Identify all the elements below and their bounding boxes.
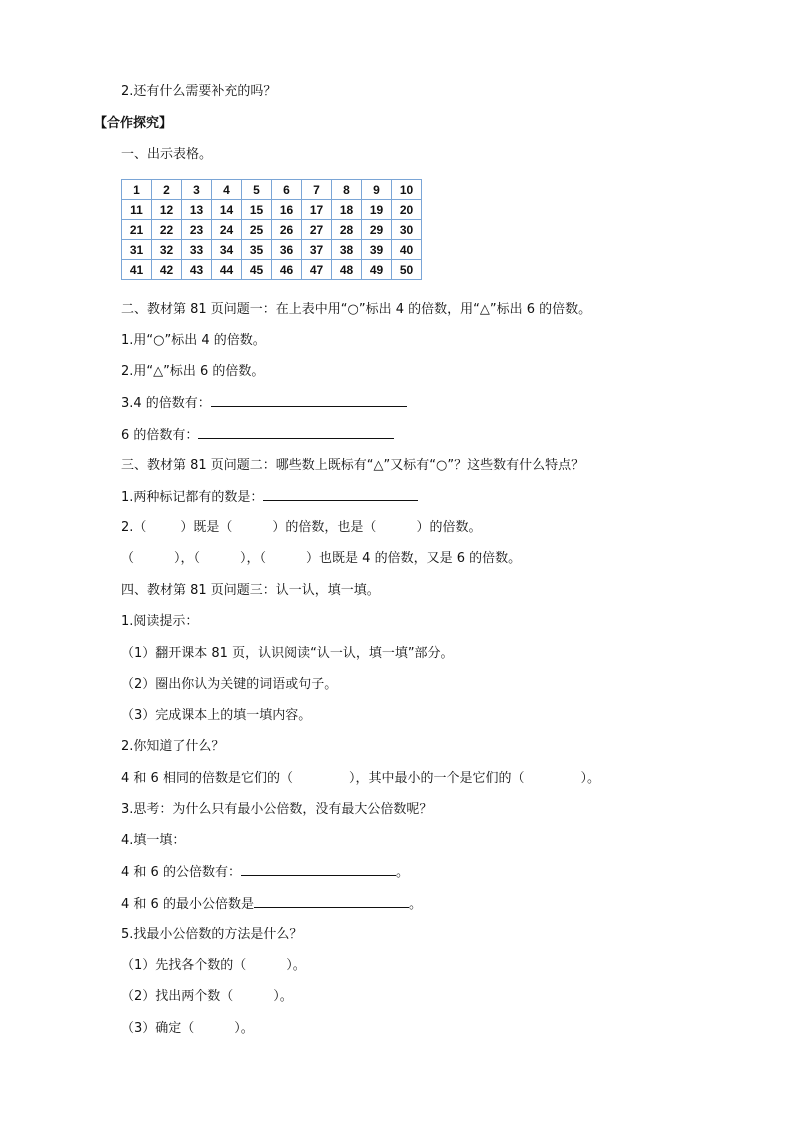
part3-item2-b: ）既是（ xyxy=(180,520,233,535)
know-b: ），其中最小的一个是它们的（ xyxy=(348,771,525,786)
table-cell[interactable]: 27 xyxy=(302,220,332,240)
part2-item1: 1.用“○”标出 4 的倍数。 xyxy=(121,333,266,348)
method-3-a: （3）确定（ xyxy=(121,1021,195,1036)
table-cell[interactable]: 10 xyxy=(392,180,422,200)
part4-title: 四、教材第 81 页问题三：认一认，填一填。 xyxy=(121,583,380,598)
table-cell[interactable]: 26 xyxy=(272,220,302,240)
part2-title: 二、教材第 81 页问题一：在上表中用“○”标出 4 的倍数，用“△”标出 6 的倍数。 xyxy=(121,302,592,317)
table-cell[interactable]: 28 xyxy=(332,220,362,240)
table-row xyxy=(122,200,422,220)
table-cell[interactable]: 20 xyxy=(392,200,422,220)
answer-blank[interactable] xyxy=(211,394,407,407)
table-row xyxy=(122,220,422,240)
table-cell[interactable]: 21 xyxy=(122,220,152,240)
table-cell[interactable]: 39 xyxy=(362,240,392,260)
answer-blank[interactable] xyxy=(241,863,396,876)
part3-item2-a: 2.（ xyxy=(121,520,147,535)
part2-item3: 3.4 的倍数有： xyxy=(121,396,211,411)
know-c: ）。 xyxy=(580,771,600,786)
part3-item2b-c: ），（ xyxy=(240,551,267,566)
method-1-b: ）。 xyxy=(286,958,306,973)
table-row xyxy=(122,240,422,260)
method-2-a: （2）找出两个数（ xyxy=(121,989,234,1004)
fill-2: 4 和 6 的最小公倍数是 xyxy=(121,897,254,912)
table-cell[interactable]: 9 xyxy=(362,180,392,200)
fill-2-end: 。 xyxy=(408,897,422,912)
table-cell[interactable]: 36 xyxy=(272,240,302,260)
part3-item2b-b: ），（ xyxy=(174,551,201,566)
table-cell[interactable]: 13 xyxy=(182,200,212,220)
table-cell[interactable]: 47 xyxy=(302,260,332,280)
table-cell[interactable]: 35 xyxy=(242,240,272,260)
number-table xyxy=(121,179,422,280)
part2-item2: 2.用“△”标出 6 的倍数。 xyxy=(121,364,265,379)
table-cell[interactable]: 46 xyxy=(272,260,302,280)
answer-blank[interactable] xyxy=(198,426,394,439)
table-cell[interactable]: 40 xyxy=(392,240,422,260)
table-cell[interactable]: 15 xyxy=(242,200,272,220)
table-cell[interactable]: 6 xyxy=(272,180,302,200)
part3-item2b-a: （ xyxy=(121,551,135,566)
table-cell[interactable]: 25 xyxy=(242,220,272,240)
table-cell[interactable]: 31 xyxy=(122,240,152,260)
table-cell[interactable]: 3 xyxy=(182,180,212,200)
section-heading: 【合作探究】 xyxy=(94,116,173,131)
table-cell[interactable]: 38 xyxy=(332,240,362,260)
table-cell[interactable]: 24 xyxy=(212,220,242,240)
method-question: 5.找最小公倍数的方法是什么？ xyxy=(121,927,303,942)
table-cell[interactable]: 37 xyxy=(302,240,332,260)
table-cell[interactable]: 41 xyxy=(122,260,152,280)
table-cell[interactable]: 12 xyxy=(152,200,182,220)
method-2-b: ）。 xyxy=(273,989,293,1004)
tip-3: （3）完成课本上的填一填内容。 xyxy=(121,708,312,723)
part3-item2b-d: ）也既是 4 的倍数，又是 6 的倍数。 xyxy=(306,551,522,566)
table-row xyxy=(122,180,422,200)
part1-title: 一、出示表格。 xyxy=(121,147,213,162)
know-a: 4 和 6 相同的倍数是它们的（ xyxy=(121,771,293,786)
tip-1: （1）翻开课本 81 页，认识阅读“认一认，填一填”部分。 xyxy=(121,646,454,661)
table-cell[interactable]: 33 xyxy=(182,240,212,260)
part2-item3b: 6 的倍数有： xyxy=(121,428,199,443)
fill-1-end: 。 xyxy=(395,865,409,880)
think-question: 3.思考：为什么只有最小公倍数，没有最大公倍数呢？ xyxy=(121,802,433,817)
table-cell[interactable]: 50 xyxy=(392,260,422,280)
table-cell[interactable]: 49 xyxy=(362,260,392,280)
answer-blank[interactable] xyxy=(263,488,418,501)
table-cell[interactable]: 16 xyxy=(272,200,302,220)
fill-1: 4 和 6 的公倍数有： xyxy=(121,865,241,880)
table-cell[interactable]: 45 xyxy=(242,260,272,280)
table-cell[interactable]: 30 xyxy=(392,220,422,240)
tip-2: （2）圈出你认为关键的词语或句子。 xyxy=(121,677,338,692)
table-cell[interactable]: 2 xyxy=(152,180,182,200)
table-cell[interactable]: 5 xyxy=(242,180,272,200)
part3-item2-c: ）的倍数，也是（ xyxy=(272,520,377,535)
table-row xyxy=(122,260,422,280)
table-cell[interactable]: 34 xyxy=(212,240,242,260)
table-cell[interactable]: 7 xyxy=(302,180,332,200)
table-cell[interactable]: 17 xyxy=(302,200,332,220)
read-tip: 1.阅读提示： xyxy=(121,614,199,629)
table-cell[interactable]: 44 xyxy=(212,260,242,280)
fill-heading: 4.填一填： xyxy=(121,833,186,848)
part3-title: 三、教材第 81 页问题二：哪些数上既标有“△”又标有“○”？这些数有什么特点？ xyxy=(121,458,585,473)
method-3-b: ）。 xyxy=(234,1021,254,1036)
table-cell[interactable]: 14 xyxy=(212,200,242,220)
part3-item2-d: ）的倍数。 xyxy=(416,520,482,535)
method-1-a: （1）先找各个数的（ xyxy=(121,958,247,973)
table-cell[interactable]: 29 xyxy=(362,220,392,240)
table-cell[interactable]: 1 xyxy=(122,180,152,200)
table-cell[interactable]: 23 xyxy=(182,220,212,240)
table-cell[interactable]: 11 xyxy=(122,200,152,220)
table-cell[interactable]: 8 xyxy=(332,180,362,200)
table-cell[interactable]: 48 xyxy=(332,260,362,280)
table-cell[interactable]: 4 xyxy=(212,180,242,200)
intro-question-2: 2.还有什么需要补充的吗？ xyxy=(121,84,277,99)
table-cell[interactable]: 19 xyxy=(362,200,392,220)
table-cell[interactable]: 43 xyxy=(182,260,212,280)
table-cell[interactable]: 18 xyxy=(332,200,362,220)
answer-blank[interactable] xyxy=(254,895,409,908)
table-cell[interactable]: 42 xyxy=(152,260,182,280)
part3-item1: 1.两种标记都有的数是： xyxy=(121,490,264,505)
table-cell[interactable]: 32 xyxy=(152,240,182,260)
table-cell[interactable]: 22 xyxy=(152,220,182,240)
know-question: 2.你知道了什么？ xyxy=(121,739,225,754)
